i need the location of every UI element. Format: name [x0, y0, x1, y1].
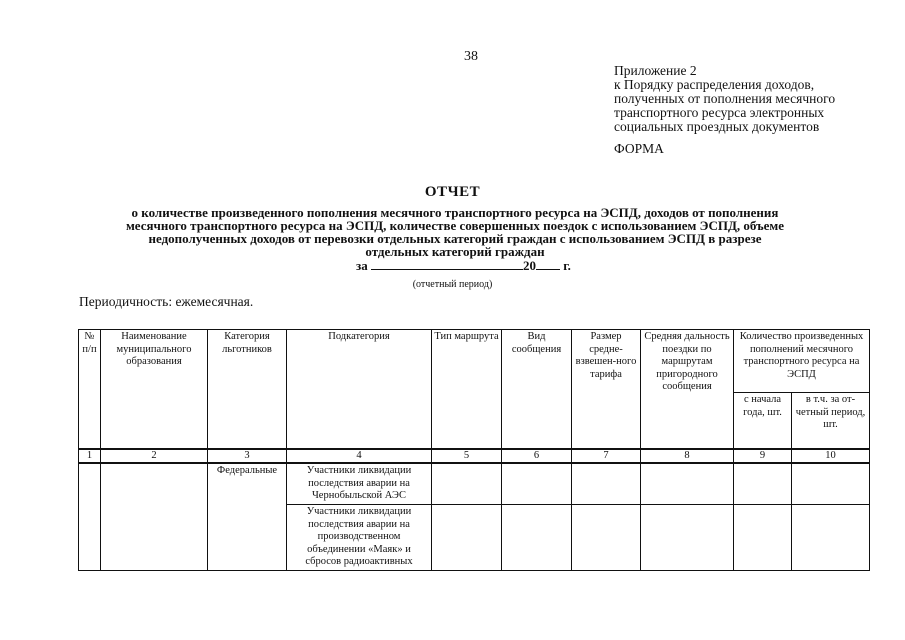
header-col-7: Размер средне-взвешен-ного тарифа: [572, 330, 641, 450]
report-subtitle-line: месячного транспортного ресурса на ЭСПД, количестве совершенных поездок с использованием ЭСПД, объеме: [125, 218, 785, 233]
category-cell: Федеральные: [208, 463, 287, 570]
table-row: [79, 463, 870, 505]
table-cell: [432, 463, 502, 505]
column-number: 9: [734, 449, 792, 463]
report-table: [78, 329, 870, 571]
table-cell: [79, 463, 101, 570]
header-col-6: Вид сообщения: [502, 330, 572, 450]
table-cell: [641, 505, 734, 571]
header-col-2: Наименование муниципального образования: [101, 330, 208, 450]
report-subtitle-line: недополученных доходов от перевозки отдельных категорий граждан с использованием ЭСПД в разрезе: [148, 231, 762, 246]
column-number-row: [79, 449, 870, 463]
appendix-line: полученных от пополнения месячного: [614, 91, 836, 106]
column-number: 10: [792, 449, 870, 463]
periodicity-text: Периодичность: ежемесячная.: [79, 294, 254, 309]
appendix-line: Приложение 2: [614, 63, 697, 78]
table-cell: [572, 505, 641, 571]
column-number: 6: [502, 449, 572, 463]
report-subtitle-line: о количестве произведенного пополнения месячного транспортного ресурса на ЭСПД, доходов от пополнения: [131, 205, 779, 220]
table-cell: [101, 463, 208, 570]
table-cell: [734, 505, 792, 571]
column-number: 3: [208, 449, 287, 463]
subcategory-cell: Участники ликвидации последствия аварии на производственном объединении «Маяк» и сбросов радиоактивных: [287, 505, 432, 571]
table-cell: [502, 505, 572, 571]
header-col-1: № п/п: [79, 330, 101, 450]
table-cell: [792, 463, 870, 505]
column-number: 2: [101, 449, 208, 463]
report-subtitle-line: отдельных категорий граждан: [365, 244, 545, 259]
header-col-9-10-group: Количество произведенных пополнений месячного транспортного ресурса на ЭСПД: [734, 330, 870, 393]
table-cell: [641, 463, 734, 505]
column-number: 7: [572, 449, 641, 463]
header-col-4: Подкатегория: [287, 330, 432, 450]
column-number: 5: [432, 449, 502, 463]
period-blank-field[interactable]: [371, 258, 523, 270]
table-cell: [432, 505, 502, 571]
table-cell: [572, 463, 641, 505]
page-number: 38: [464, 49, 478, 64]
period-prefix: за: [356, 258, 368, 273]
reporting-period-line: [356, 258, 571, 274]
table-cell: [792, 505, 870, 571]
appendix-line: социальных проездных документов: [614, 119, 820, 134]
table-cell: [502, 463, 572, 505]
appendix-line: транспортного ресурса электронных: [614, 105, 825, 120]
header-col-9: с начала года, шт.: [734, 393, 792, 450]
period-note: (отчетный период): [412, 279, 493, 290]
report-subtitle: [85, 206, 825, 258]
report-title: ОТЧЕТ: [424, 184, 481, 200]
header-col-5: Тип маршрута: [432, 330, 502, 450]
subcategory-cell: Участники ликвидации последствия аварии на Чернобыльской АЭС: [287, 463, 432, 505]
period-year: 20: [522, 258, 536, 273]
period-suffix: г.: [563, 258, 571, 273]
year-blank-field[interactable]: [536, 258, 560, 270]
appendix-note: [614, 64, 835, 134]
table-cell: [734, 463, 792, 505]
column-number: 1: [79, 449, 101, 463]
form-label: ФОРМА: [614, 141, 664, 156]
column-number: 4: [287, 449, 432, 463]
appendix-line: к Порядку распределения доходов,: [614, 77, 815, 92]
header-col-8: Средняя дальность поездки по маршрутам пригородного сообщения: [641, 330, 734, 450]
header-col-3: Категория льготников: [208, 330, 287, 450]
column-number: 8: [641, 449, 734, 463]
header-col-10: в т.ч. за от-четный период, шт.: [792, 393, 870, 450]
